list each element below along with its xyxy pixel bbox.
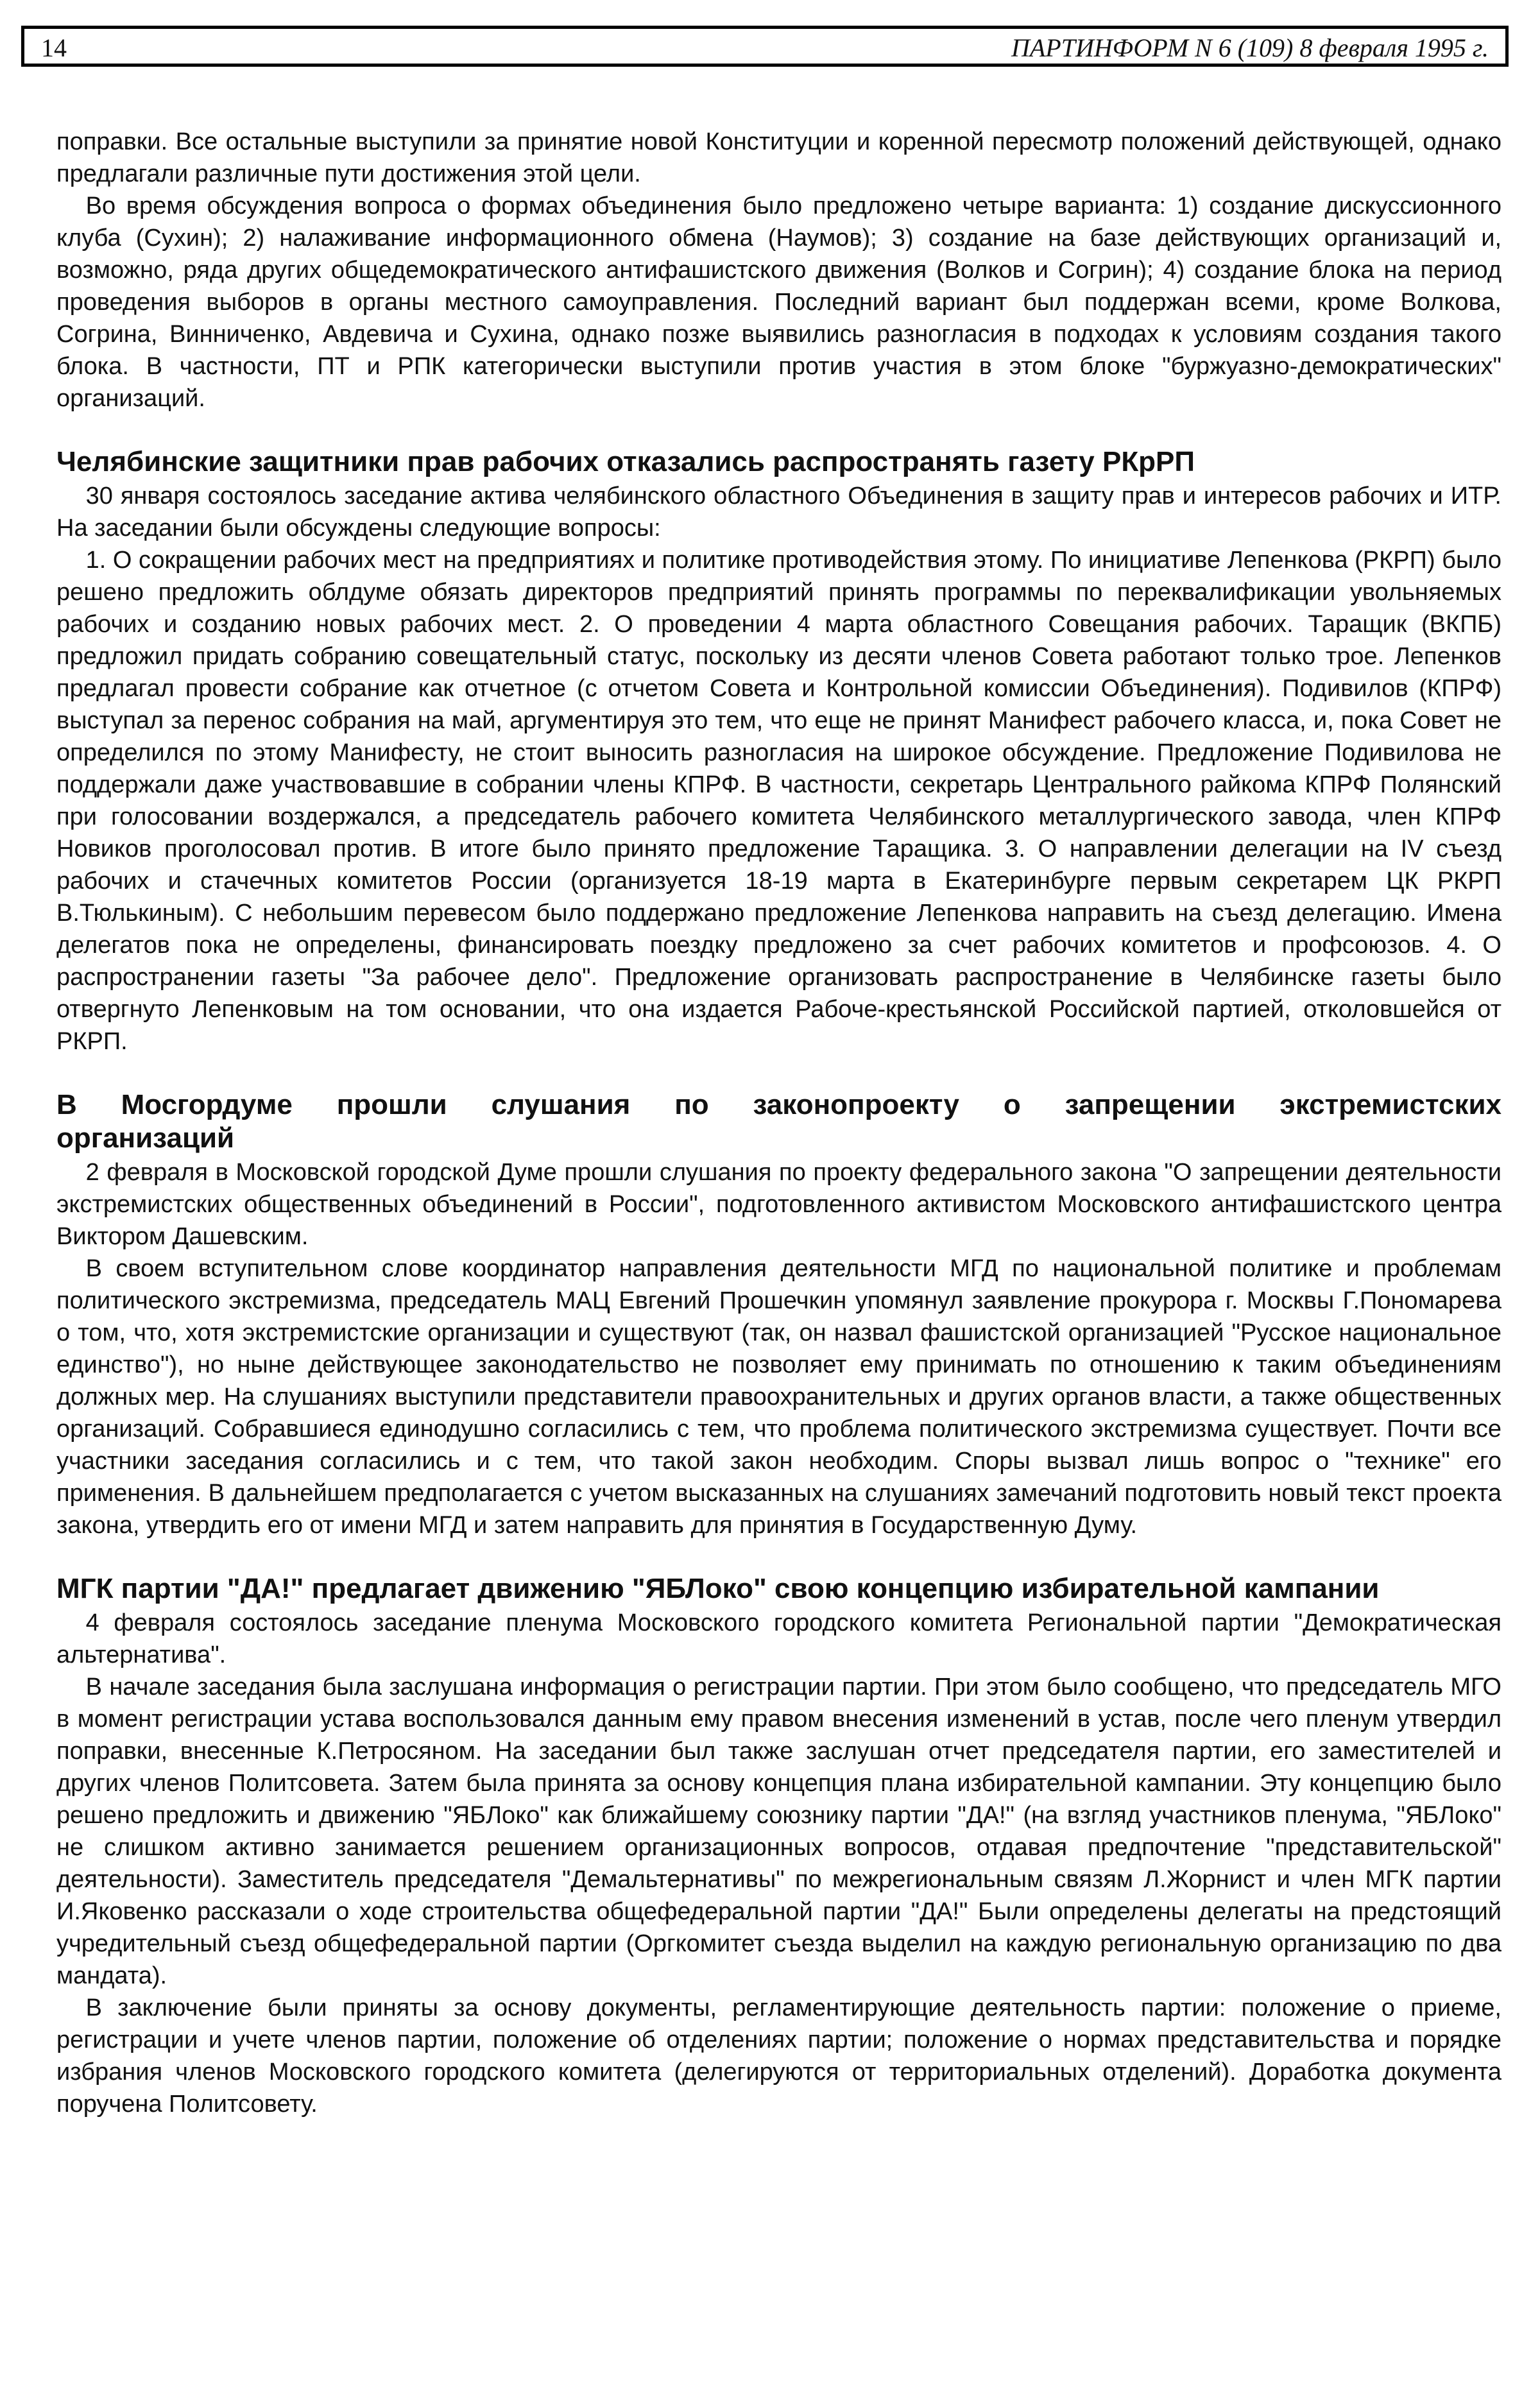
article-body: [56, 126, 1502, 2120]
paragraph: 4 февраля состоялось заседание пленума Московского городского комитета Региональной партии "Демократическая альтернатива".: [56, 1609, 1502, 1668]
publication-title: ПАРТИНФОРМ N 6 (109) 8 февраля 1995 г.: [1011, 33, 1489, 62]
article-mgk-da: [56, 1572, 1502, 2120]
paragraph: В начале заседания была заслушана информация о регистрации партии. При этом было сообщено, что председатель МГО в момент регистрации устава воспользовался данным ему правом внесения изменений в устав, после чего пленум утвердил поправки, внесенные К.Петросяном. На заседании был также заслушан отчет председателя партии, его заместителей и других членов Политсовета. Затем была принята за основу концепция плана избирательной кампании. Эту концепцию было решено предложить и движению "ЯБЛоко" как ближайшему союзнику партии "ДА!" (на взгляд участников пленума, "ЯБЛоко" не слишком активно занимается решением организационных вопросов, отдавая предпочтение "представительской" деятельности). Заместитель председателя "Демальтернативы" по межрегиональным связям Л.Жорнист и член МГК партии И.Яковенко рассказали о ходе строительства общефедеральной партии "ДА!" Были определены делегаты на предстоящий учредительный съезд общефедеральной партии (Оргкомитет съезда выделил на каждую региональную организацию по два мандата).: [56, 1674, 1502, 1989]
paragraph: 1. О сокращении рабочих мест на предприятиях и политике противодействия этому. По инициативе Лепенкова (РКРП) было решено предложить облдуме обязать директоров предприятий принять программы по переквалификации увольняемых рабочих и созданию новых рабочих мест. 2. О проведении 4 марта областного Совещания рабочих. Таращик (ВКПБ) предложил придать собранию совещательный статус, поскольку из десяти членов Совета работают только трое. Лепенков предлагал провести собрание как отчетное (с отчетом Совета и Контрольной комиссии Объединения). Подивилов (КПРФ) выступал за перенос собрания на май, аргументируя это тем, что еще не принят Манифест рабочего класса, и, пока Совет не определился по этому Манифесту, не стоит выносить разногласия на широкое обсуждение. Предложение Подивилова не поддержали даже участвовавшие в собрании члены КПРФ. В частности, секретарь Центрального райкома КПРФ Полянский при голосовании воздержался, а председатель рабочего комитета Челябинского металлургического завода, член КПРФ Новиков проголосовал против. В итоге было принято предложение Таращика. 3. О направлении делегации на IV съезд рабочих и стачечных комитетов России (организуется 18-19 марта в Екатеринбурге первым секретарем ЦК РКРП В.Тюлькиным). С небольшим перевесом было поддержано предложение Лепенкова направить на съезд делегацию. Имена делегатов пока не определены, финансировать поездку предложено за счет рабочих комитетов и профсоюзов. 4. О распространении газеты "За рабочее дело". Предложение организовать распространение в Челябинске газеты было отвергнуто Лепенковым на том основании, что она издается Рабоче-крестьянской Российской партией, отколовшейся от РКРП.: [56, 547, 1502, 1055]
paragraph: поправки. Все остальные выступили за принятие новой Конституции и коренной пересмотр положений действующей, однако предлагали различные пути достижения этой цели.: [56, 128, 1502, 187]
intro-section: [56, 126, 1502, 415]
paragraph: 2 февраля в Московской городской Думе прошли слушания по проекту федерального закона "О запрещении деятельности экстремистских общественных объединений в России", подготовленного активистом Московского антифашистского центра Виктором Дашевским.: [56, 1159, 1502, 1250]
paragraph: 30 января состоялось заседание актива челябинского областного Объединения в защиту прав и интересов рабочих и ИТР. На заседании были обсуждены следующие вопросы:: [56, 483, 1502, 542]
paragraph: В заключение были приняты за основу документы, регламентирующие деятельность партии: положение о приеме, регистрации и учете членов партии, положение об отделениях партии; положение о нормах представительства и порядке избрания членов Московского городского комитета (делегируются от территориальных отделений). Доработка документа поручена Политсовету.: [56, 1994, 1502, 2118]
article-chelyabinsk: [56, 445, 1502, 1058]
article-title: МГК партии "ДА!" предлагает движению "ЯБЛоко" свою концепцию избирательной кампании: [56, 1573, 1380, 1604]
page-header: [21, 26, 1509, 67]
article-title: [56, 1088, 1502, 1155]
article-title: Челябинские защитники прав рабочих отказались распространять газету РКрРП: [56, 446, 1195, 477]
article-title-line2: организаций: [56, 1122, 235, 1154]
article-title-line1: В Мосгордуме прошли слушания по законопроекту о запрещении экстремистских: [56, 1089, 1502, 1120]
paragraph: Во время обсуждения вопроса о формах объединения было предложено четыре варианта: 1) создание дискуссионного клуба (Сухин); 2) налаживание информационного обмена (Наумов); 3) создание на базе действующих организаций и, возможно, ряда других общедемократического антифашистского движения (Волков и Согрин); 4) создание блока на период проведения выборов в органы местного самоуправления. Последний вариант был поддержан всеми, кроме Волкова, Согрина, Винниченко, Авдевича и Сухина, однако позже выявились разногласия в подходах к условиям создания такого блока. В частности, ПТ и РПК категорически выступили против участия в этом блоке "буржуазно-демократических" организаций.: [56, 193, 1502, 412]
paragraph: В своем вступительном слове координатор направления деятельности МГД по национальной политике и проблемам политического экстремизма, председатель МАЦ Евгений Прошечкин упомянул заявление прокурора г. Москвы Г.Пономарева о том, что, хотя экстремистские организации и существуют (так, он назвал фашистской организацией "Русское национальное единство"), но ныне действующее законодательство не позволяет ему принимать по отношению к таким объединениям должных мер. На слушаниях выступили представители правоохранительных и других органов власти, а также общественных организаций. Собравшиеся единодушно согласились с тем, что проблема политического экстремизма существует. Почти все участники заседания согласились и с тем, что такой закон необходим. Споры вызвал лишь вопрос о "технике" его применения. В дальнейшем предполагается с учетом высказанных на слушаниях замечаний подготовить новый текст проекта закона, утвердить его от имени МГД и затем направить для принятия в Государственную Думу.: [56, 1255, 1502, 1539]
page-number: 14: [41, 33, 67, 62]
article-mosgorduma: [56, 1088, 1502, 1541]
